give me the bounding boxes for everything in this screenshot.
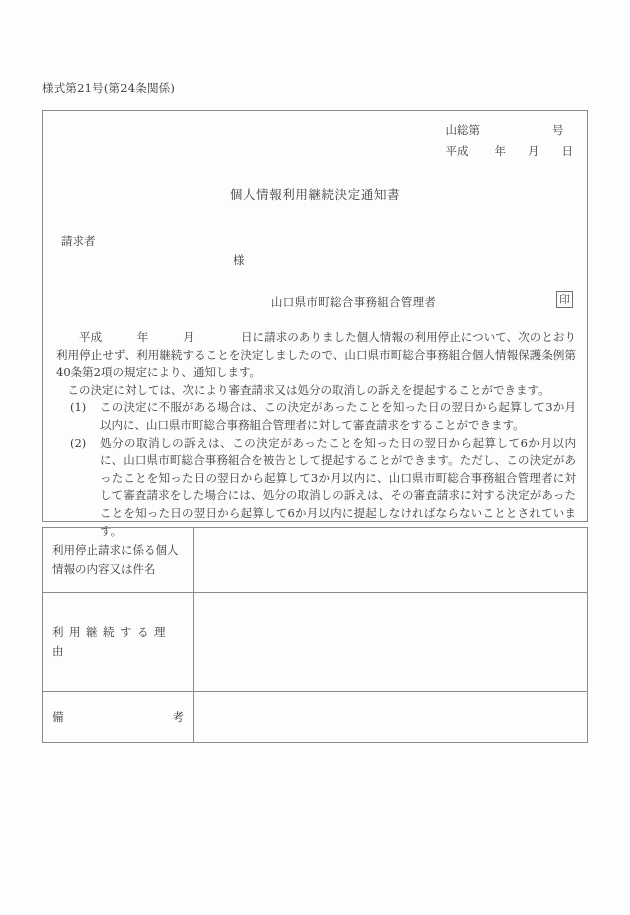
notice-main-box [42, 110, 588, 538]
document-date-row [446, 141, 574, 162]
year-unit: 年 [494, 144, 506, 158]
issuer-name: 山口県市町総合事務組合管理者 [271, 295, 437, 309]
body-paragraph-1: 平成 年 月 日に請求のありました個人情報の利用停止について、次のとおり利用停止せず、利用継続することを決定しましたので、山口県市町総合事務組合個人情報保護条例第40条第2項の規定により、通知します。 [56, 330, 576, 380]
appeal-item-1-text: この決定に不服がある場合は、この決定があったことを知った日の翌日から起算して3か月以内に、山口県市町総合事務組合管理者に対して審査請求をすることができます。 [100, 400, 576, 432]
addressee-label: 請求者 [61, 234, 96, 248]
row-label-target-info: 利用停止請求に係る個人情報の内容又は件名 [43, 528, 194, 593]
appeal-item-2-number: (2) [70, 435, 87, 450]
addressee-honorific: 様 [233, 253, 245, 267]
table-row [43, 692, 588, 743]
row-value-target-info[interactable] [194, 528, 588, 593]
month-unit: 月 [528, 144, 540, 158]
era-label: 平成 [445, 144, 469, 158]
row-label-remarks-left: 備 [52, 709, 64, 724]
appeal-item-2 [56, 435, 576, 541]
document-number-label: 山総第 [445, 123, 480, 137]
form-entry-table [42, 527, 588, 743]
row-label-reason-text: 利用継続する理由 [52, 625, 171, 658]
row-value-reason[interactable] [194, 593, 588, 692]
seal-stamp-box: 印 [556, 291, 573, 308]
table-row [43, 528, 588, 593]
document-title: 個人情報利用継続決定通知書 [229, 187, 401, 202]
row-label-remarks-right: 考 [172, 709, 184, 724]
row-value-remarks[interactable] [194, 692, 588, 743]
form-number: 様式第21号(第24条関係) [42, 81, 176, 95]
row-label-reason [43, 593, 194, 692]
day-unit: 日 [561, 144, 573, 158]
appeal-item-2-text: 処分の取消しの訴えは、この決定があったことを知った日の翌日から起算して6か月以内に、山口県市町総合事務組合を被告として提起することができます。ただし、この決定があったことを知った日の翌日から起算して3か月以内に、山口県市町総合事務組合管理者に対して審査請求をした場合には、処分の取消しの訴えは、その審査請求に対する決定があったことを知った日の翌日から起算して6か月以内に提起しなければならないこととされています。 [100, 435, 576, 538]
row-label-remarks [43, 692, 194, 743]
appeal-item-1 [56, 399, 576, 434]
notice-body [56, 329, 576, 540]
body-paragraph-2: この決定に対しては、次により審査請求又は処分の取消しの訴えを提起することができます。 [67, 382, 550, 397]
table-row [43, 593, 588, 692]
document-number-row [446, 120, 574, 141]
document-meta [446, 120, 574, 162]
appeal-item-1-number: (1) [70, 400, 87, 415]
document-number-unit: 号 [552, 123, 564, 137]
